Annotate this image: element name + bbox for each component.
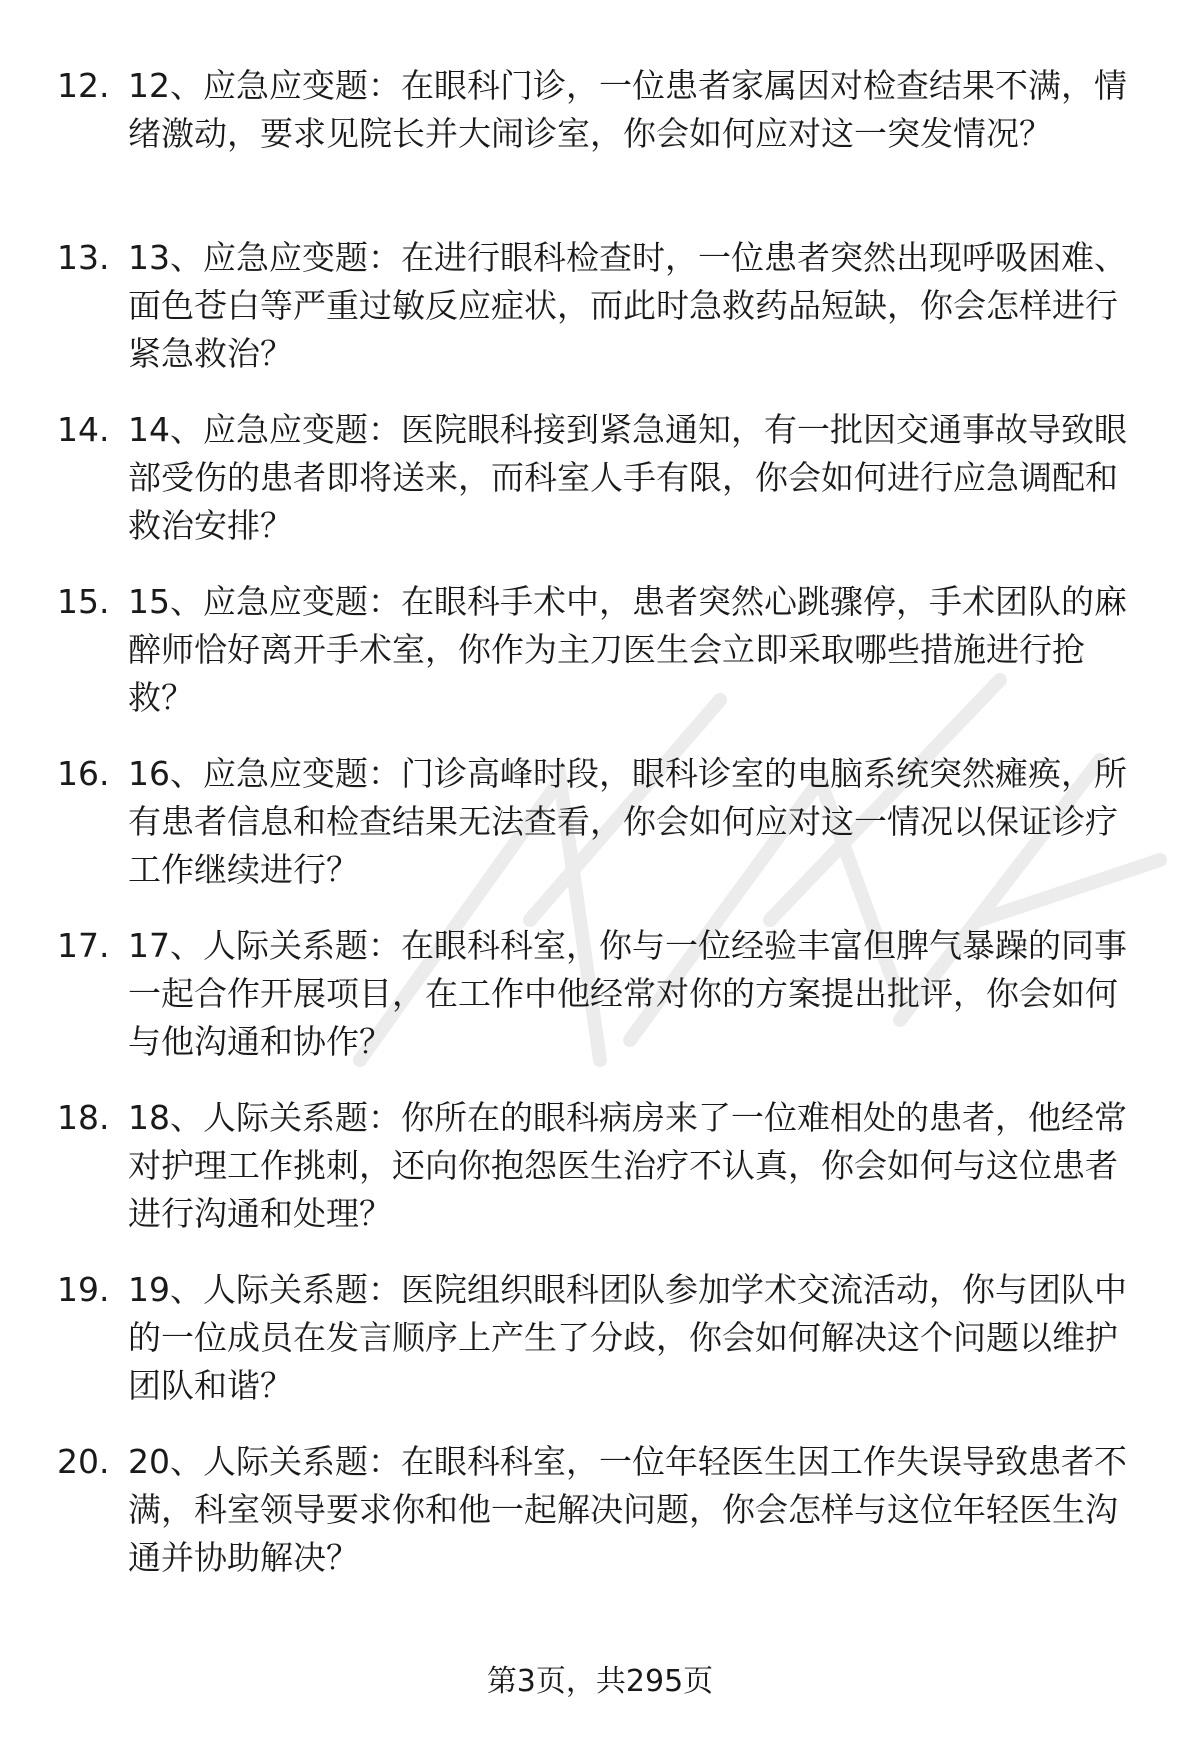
question-text: 14、应急应变题：医院眼科接到紧急通知，有一批因交通事故导致眼部受伤的患者即将送来，而科室人手有限，你会如何进行应急调配和救治安排？	[128, 410, 1127, 545]
question-item	[0, 1266, 1200, 1438]
question-text: 15、应急应变题：在眼科手术中，患者突然心跳骤停，手术团队的麻醉师恰好离开手术室，你作为主刀医生会立即采取哪些措施进行抢救？	[128, 582, 1127, 717]
question-item	[0, 406, 1200, 578]
question-number: 19.	[57, 1270, 110, 1309]
question-text: 16、应急应变题：门诊高峰时段，眼科诊室的电脑系统突然瘫痪，所有患者信息和检查结果无法查看，你会如何应对这一情况以保证诊疗工作继续进行？	[128, 754, 1127, 889]
question-text: 17、人际关系题：在眼科科室，你与一位经验丰富但脾气暴躁的同事一起合作开展项目，在工作中他经常对你的方案提出批评，你会如何与他沟通和协作？	[128, 926, 1127, 1061]
question-text: 18、人际关系题：你所在的眼科病房来了一位难相处的患者，他经常对护理工作挑刺，还向你抱怨医生治疗不认真，你会如何与这位患者进行沟通和处理？	[128, 1098, 1127, 1233]
question-item	[0, 750, 1200, 922]
question-number: 17.	[57, 926, 110, 965]
question-number: 20.	[57, 1442, 110, 1481]
question-number: 16.	[57, 754, 110, 793]
page-number-footer: 第3页，共295页	[486, 1664, 714, 1699]
question-item	[0, 578, 1200, 750]
question-text: 13、应急应变题：在进行眼科检查时，一位患者突然出现呼吸困难、面色苍白等严重过敏反应症状，而此时急救药品短缺，你会怎样进行紧急救治？	[128, 238, 1127, 373]
question-number: 13.	[57, 238, 110, 277]
question-item	[0, 1094, 1200, 1266]
question-item	[0, 922, 1200, 1094]
question-list	[0, 62, 1200, 1610]
question-item	[0, 234, 1200, 406]
question-number: 14.	[57, 410, 110, 449]
question-number: 18.	[57, 1098, 110, 1137]
question-number: 15.	[57, 582, 110, 621]
question-item	[0, 1438, 1200, 1610]
question-text: 12、应急应变题：在眼科门诊，一位患者家属因对检查结果不满，情绪激动，要求见院长并大闹诊室，你会如何应对这一突发情况？	[128, 66, 1127, 153]
question-item	[0, 62, 1200, 234]
question-text: 20、人际关系题：在眼科科室，一位年轻医生因工作失误导致患者不满，科室领导要求你和他一起解决问题，你会怎样与这位年轻医生沟通并协助解决？	[128, 1442, 1127, 1577]
question-number: 12.	[57, 66, 110, 105]
question-text: 19、人际关系题：医院组织眼科团队参加学术交流活动，你与团队中的一位成员在发言顺序上产生了分歧，你会如何解决这个问题以维护团队和谐？	[128, 1270, 1127, 1405]
